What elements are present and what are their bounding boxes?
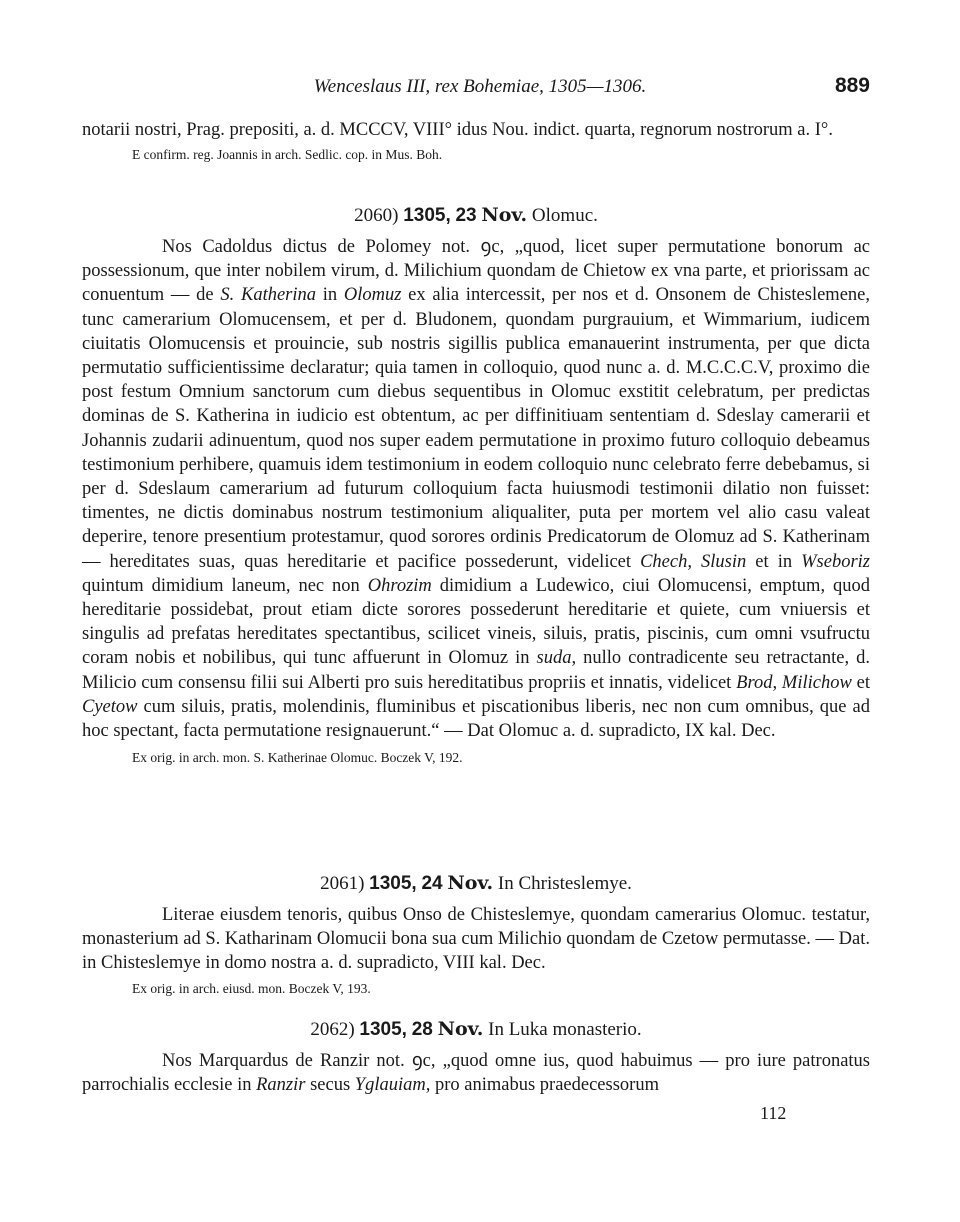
- doc-place: Olomuc.: [531, 205, 598, 226]
- doc-place: In Luka monasterio.: [488, 1019, 642, 1040]
- text-segment: secus: [305, 1075, 355, 1096]
- place-name: Ohrozim: [367, 575, 432, 596]
- doc-year: 1305,: [359, 1019, 407, 1040]
- doc-year: 1305,: [369, 873, 417, 894]
- text-segment: nullo contradicente seu retractante, d. Milicio cum consensu filii sui Alberti pro suis hereditatibus propriis et innatis, videlicet: [82, 648, 870, 693]
- text-segment: quintum dimidium laneum, nec non: [82, 575, 368, 596]
- doc-number: 2061): [320, 873, 365, 894]
- text-segment: Nos Marquardus de Ranzir not. ꝯc, „quod omne ius, quod habuimus — pro iure patronatus parrochialis ecclesie in: [82, 1051, 870, 1096]
- doc-year: 1305,: [403, 205, 451, 226]
- prev-doc-block: [82, 118, 870, 164]
- doc-day: 24: [421, 873, 443, 894]
- doc-number: 2060): [354, 205, 399, 226]
- place-name: Slusin: [701, 551, 747, 572]
- place-name: Brod,: [736, 672, 778, 693]
- prev-doc-source: E confirm. reg. Joannis in arch. Sedlic. cop. in Mus. Boh.: [132, 147, 443, 163]
- page-number: 889: [834, 74, 870, 97]
- running-title: Wenceslaus III, rex Bohemiae, 1305—1306.: [313, 76, 647, 97]
- doc-2062: [82, 1018, 870, 1097]
- text-segment: pro animabus praedecessorum: [430, 1075, 659, 1096]
- text-segment: et in: [746, 551, 802, 572]
- text-segment: Nos Cadoldus dictus de Polomey not. ꝯc, „quod, licet super permutatione bonorum ac possessionum, que inter nobilem virum, d. Milichium quondam de Chietow ex vna parte, et priorissam ac conuentum — de: [82, 237, 870, 306]
- place-name: Wseboriz: [801, 551, 870, 572]
- doc-2060-source: Ex orig. in arch. mon. S. Katherinae Olomuc. Boczek V, 192.: [132, 750, 463, 766]
- doc-month: Nov.: [481, 204, 528, 226]
- doc-number: 2062): [310, 1019, 355, 1040]
- place-name: suda,: [536, 648, 577, 669]
- doc-month: Nov.: [437, 1018, 484, 1040]
- doc-2060-text: [82, 235, 870, 743]
- doc-2061-text: Literae eiusdem tenoris, quibus Onso de Chisteslemye, quondam camerarius Olomuc. testatur, monasterium ad S. Katharinam Olomucii bona sua cum Milichio quondam de Czetow permutasse. — Dat. in Chisteslemye in domo nostra a. d. supradicto, VIII kal. Dec.: [82, 905, 870, 974]
- page-header: [0, 74, 960, 106]
- doc-2062-heading: [82, 1018, 870, 1041]
- doc-place: In Christeslemye.: [497, 873, 632, 894]
- text-segment: et: [851, 672, 870, 693]
- signature-mark: 112: [760, 1103, 787, 1123]
- doc-day: 23: [455, 205, 477, 226]
- place-name: Cyetow: [82, 696, 138, 717]
- doc-2061-source: Ex orig. in arch. eiusd. mon. Boczek V, 193.: [132, 980, 371, 996]
- prev-doc-text: notarii nostri, Prag. prepositi, a. d. MCCCV, VIII° idus Nou. indict. quarta, regnorum nostrorum a. I°.: [82, 120, 833, 140]
- place-name: Yglauiam,: [354, 1075, 431, 1096]
- place-name: S. Katherina: [220, 285, 317, 306]
- place-name: Milichow: [781, 672, 852, 693]
- doc-day: 28: [411, 1019, 433, 1040]
- doc-2060: [82, 204, 870, 767]
- place-name: Olomuz: [343, 285, 402, 306]
- doc-month: Nov.: [447, 872, 494, 894]
- text-segment: in: [316, 285, 344, 306]
- text-segment: ex alia intercessit, per nos et d. Onsonem de Chisteslemene, tunc camerarium Olomucensem, et per d. Bludonem, quondam purgrauium, et Wimmarium, iudicem ciuitatis Olomucensis et prouincie, sub nostris sigillis publica emanauerint instrumenta, per que dicta permutatio sufficientissime declaratur; quia tamen in colloquio, quod nunc a. d. M.C.C.C.V, proximo die post festum Omnium sanctorum cum diebus sequentibus in Olomuc exstitit celebratum, per predictas dominas de S. Katherina in iudicio est obtentum, ac per diffinitiuam sententiam d. Sdeslay camerarii et Johannis zudarii adinuentum, quod nos super eadem permutatione in proximo futuro colloquio debeamus testimonium perhibere, quamuis idem testimonium in eodem colloquio nunc celebrato ferre debebamus, si per d. Sdeslaum camerarium ad futurum colloquium facta huiusmodi testimonii dilatio non fuisset: timentes, ne dictis dominabus nostrum testimonium aliqualiter, puta per mortem vel alio casu valeat deperire, tenore presentium protestamur, quod sorores ordinis Predicatorum de Olomuz ad S. Katherinam — hereditates suas, quas hereditarie et pacifice possederunt, videlicet: [82, 285, 870, 572]
- place-name: Chech,: [640, 551, 692, 572]
- doc-2061: [82, 872, 870, 998]
- doc-2060-heading: [82, 204, 870, 227]
- doc-2062-text: [82, 1049, 870, 1097]
- place-name: Ranzir: [256, 1075, 306, 1096]
- doc-2061-heading: [82, 872, 870, 895]
- text-segment: dimidium a Ludewico, ciui Olomucensi, emptum, quod hereditarie possidebat, prout etiam dicte sorores possederunt hereditarie et quiete, cum vniuersis et singulis ad prefatas hereditates spectantibus, scilicet vineis, siluis, pratis, piscinis, cum omni vsufructu coram nobis et nobilibus, qui tunc affuerunt in Olomuz in: [82, 575, 870, 669]
- text-segment: cum siluis, pratis, molendinis, fluminibus et piscationibus liberis, nec non cum omnibus, que ad hoc spectant, facta permutatione resignauerunt.“ — Dat Olomuc a. d. supradicto, IX kal. Dec.: [82, 696, 870, 742]
